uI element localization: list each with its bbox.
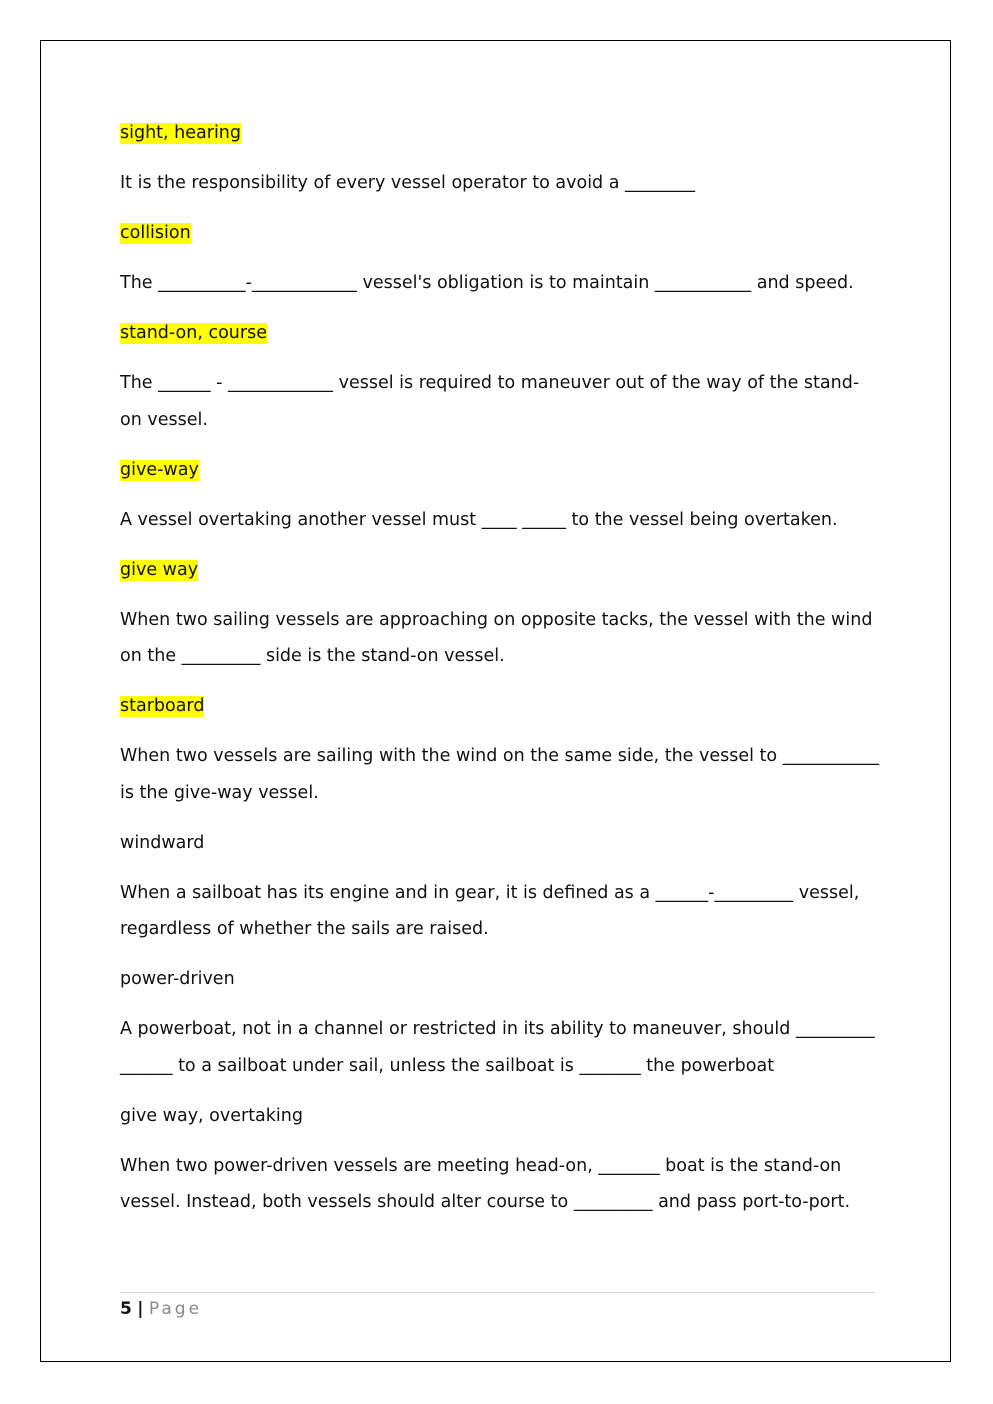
question-line: When two sailing vessels are approaching on opposite tacks, the vessel with the wind on the _________ side is the stand-on vessel. (120, 609, 873, 666)
page-footer (120, 1292, 875, 1321)
page-separator: | (137, 1299, 144, 1319)
question-line: When a sailboat has its engine and in gear, it is defined as a ______-_________ vessel, regardless of whether the sails are raised. (120, 882, 860, 939)
answer-line (120, 688, 880, 725)
document-body (120, 115, 880, 1234)
page-label: Page (148, 1299, 203, 1319)
answer-line (120, 215, 880, 252)
question-line: The __________-____________ vessel's obligation is to maintain ___________ and speed. (120, 273, 854, 293)
answer-highlight: sight, hearing (120, 123, 242, 143)
answer-line (120, 452, 880, 489)
answer-highlight: give way (120, 559, 199, 580)
question-line: When two vessels are sailing with the wind on the same side, the vessel to ___________ is the give-way vessel. (120, 746, 879, 803)
answer-highlight: collision (120, 223, 191, 243)
question-line: A powerboat, not in a channel or restricted in its ability to maneuver, should _________ ______ to a sailboat under sail, unless the sailboat is _______ the powerboat (120, 1019, 875, 1076)
question-line: It is the responsibility of every vessel operator to avoid a ________ (120, 173, 696, 193)
answer-line: give way, overtaking (120, 1105, 303, 1126)
question-line: The ______ - ____________ vessel is required to maneuver out of the way of the stand-on vessel. (120, 373, 860, 430)
question-line: A vessel overtaking another vessel must ____ _____ to the vessel being overtaken. (120, 509, 838, 530)
answer-line: power-driven (120, 969, 235, 989)
answer-line (120, 552, 880, 589)
page-number: 5 (120, 1299, 132, 1319)
answer-highlight: starboard (120, 696, 205, 716)
question-line: When two power-driven vessels are meeting head-on, _______ boat is the stand-on vessel. Instead, both vessels should alter course to _________ and pass port-to-port. (120, 1155, 851, 1212)
answer-line: windward (120, 832, 205, 853)
answer-line (120, 115, 880, 152)
answer-highlight: stand-on, course (120, 323, 267, 343)
answer-highlight: give-way (120, 459, 199, 480)
answer-line (120, 315, 880, 352)
